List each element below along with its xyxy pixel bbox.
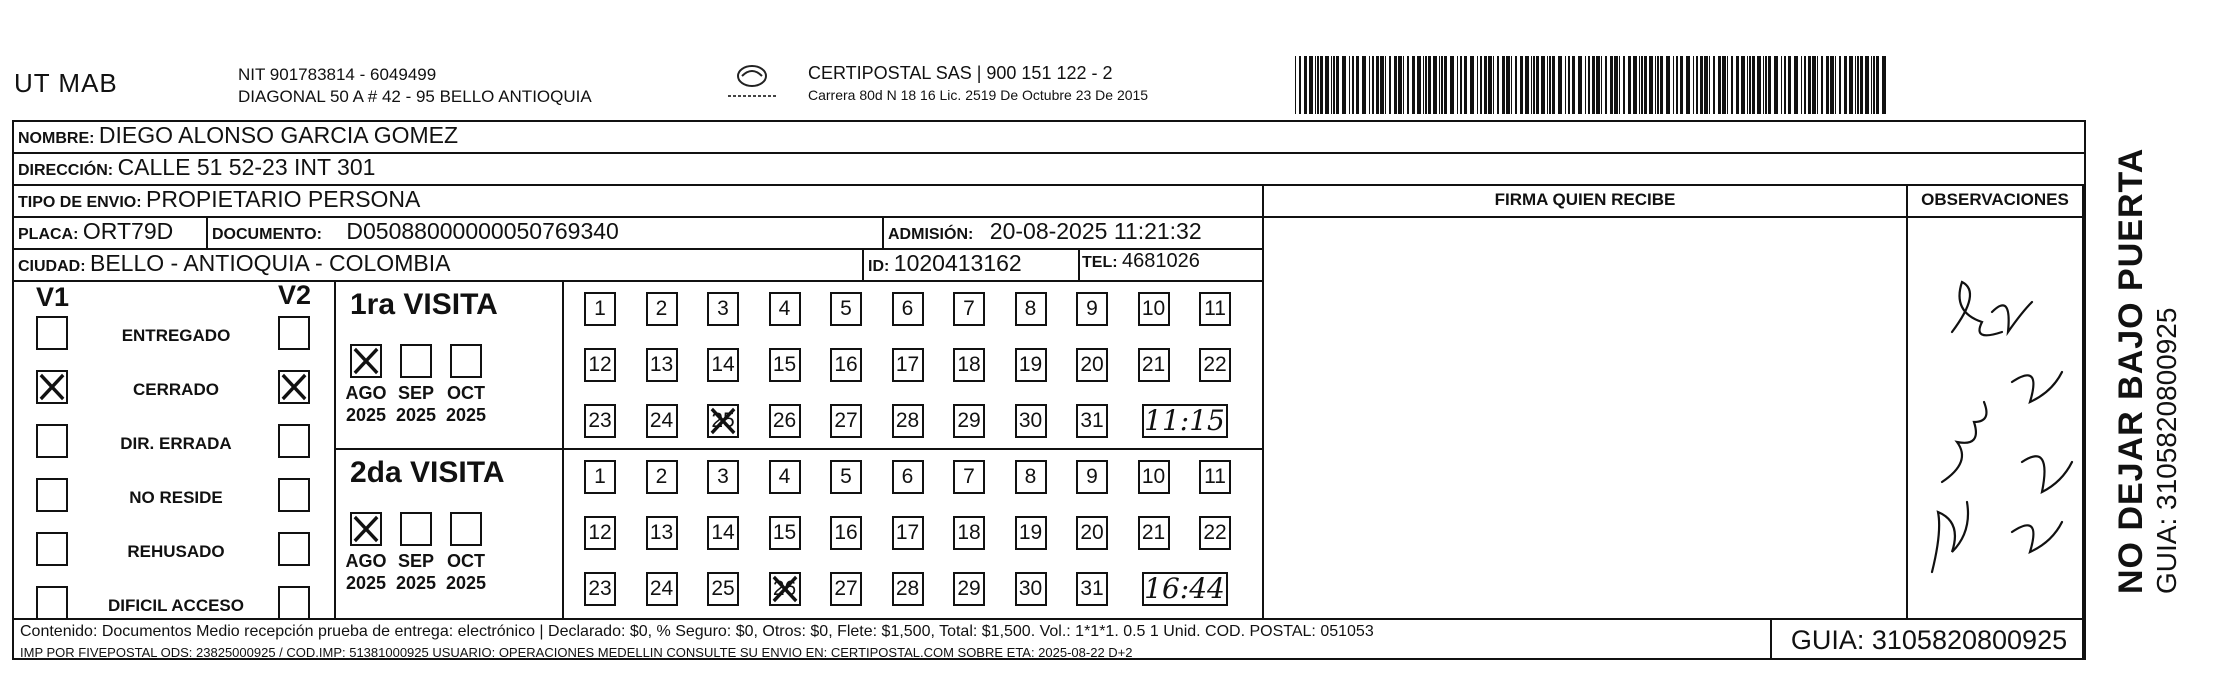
calendar-day: 19 [1015, 516, 1047, 550]
divider [334, 448, 1262, 450]
calendar-day: 2 [646, 460, 678, 494]
tel-field [1082, 250, 1200, 273]
tel-label: TEL: [1082, 254, 1118, 271]
visit-title: 1ra VISITA [350, 288, 498, 321]
status-label: CERRADO [133, 380, 219, 399]
month-name: OCT [447, 383, 485, 403]
calendar-day: 28 [892, 404, 924, 438]
month-checkbox [450, 344, 482, 378]
calendar-day: 11 [1199, 460, 1231, 494]
calendar-day: 10 [1138, 460, 1170, 494]
v1-header: V1 [36, 282, 70, 312]
tipo-row [18, 186, 420, 213]
calendar-day: 9 [1076, 460, 1108, 494]
month-checkbox [400, 512, 432, 546]
footer-imp: IMP POR FIVEPOSTAL ODS: 23825000925 / COD.IMP: 51381000925 USUARIO: OPERACIONES MEDELLIN CONSULTE SU ENVIO EN: CERTIPOSTAL.COM SOBRE ETA: 2025-08-22 D+2 [20, 645, 1133, 660]
placa-value: ORT79D [82, 218, 174, 244]
divider [882, 216, 884, 248]
calendar-day: 22 [1199, 348, 1231, 382]
carrier-name: CERTIPOSTAL SAS | 900 151 122 - 2 [808, 63, 1113, 83]
calendar-day: 4 [769, 460, 801, 494]
month-name: AGO [345, 383, 387, 403]
calendar-day: 19 [1015, 348, 1047, 382]
calendar-day: 27 [830, 404, 862, 438]
status-checkbox-v1 [36, 532, 68, 566]
month-label [340, 382, 392, 426]
calendar-day: 6 [892, 292, 924, 326]
ciudad-value: BELLO - ANTIOQUIA - COLOMBIA [90, 250, 451, 276]
status-checkbox-v1 [36, 424, 68, 458]
divider [206, 216, 208, 248]
documento-label: DOCUMENTO: [212, 226, 322, 243]
ciudad-label: CIUDAD: [18, 258, 86, 275]
admision-field [888, 218, 1202, 245]
v2-header: V2 [278, 280, 312, 310]
calendar-day: 25 [707, 404, 739, 438]
direccion-value: CALLE 51 52-23 INT 301 [117, 154, 376, 180]
calendar-day: 27 [830, 572, 862, 606]
calendar-day: 15 [769, 516, 801, 550]
firma-header: FIRMA QUIEN RECIBE [1494, 190, 1676, 209]
calendar-day: 11 [1199, 292, 1231, 326]
calendar-day: 1 [584, 460, 616, 494]
calendar-day: 7 [953, 292, 985, 326]
calendar-day: 17 [892, 516, 924, 550]
direccion-row [18, 154, 375, 181]
carrier-info [808, 62, 1148, 106]
calendar-day: 21 [1138, 348, 1170, 382]
calendar-day: 24 [646, 404, 678, 438]
side-notice-main: NO DEJAR BAJO PUERTA [2112, 147, 2150, 594]
calendar-day: 14 [707, 348, 739, 382]
status-checkbox-v2 [278, 586, 310, 620]
calendar-day: 24 [646, 572, 678, 606]
calendar-day: 8 [1015, 460, 1047, 494]
calendar-day: 21 [1138, 516, 1170, 550]
divider [2082, 184, 2084, 660]
placa-label: PLACA: [18, 226, 79, 243]
visit-time: 11:15 [1142, 404, 1228, 438]
divider [1262, 184, 1264, 620]
carrier-logo-icon [722, 58, 782, 108]
divider [562, 280, 564, 620]
divider [862, 248, 864, 280]
month-name: SEP [397, 383, 435, 403]
status-label: DIR. ERRADA [120, 434, 232, 453]
calendar-day: 1 [584, 292, 616, 326]
tipo-value: PROPIETARIO PERSONA [146, 186, 421, 212]
calendar-day: 5 [830, 292, 862, 326]
admision-label: ADMISIÓN: [888, 226, 974, 243]
month-label [440, 382, 492, 426]
calendar-day: 28 [892, 572, 924, 606]
documento-value: D05088000000050769340 [346, 218, 619, 244]
calendar-day: 6 [892, 460, 924, 494]
calendar-day: 8 [1015, 292, 1047, 326]
checkmark-x-icon [38, 372, 66, 402]
footer-content: Contenido: Documentos Medio recepción prueba de entrega: electrónico | Declarado: $0, % Seguro: $0, Otros: $0, Flete: $1,500, Total: $1,500. Vol.: 1*1*1. 0.5 1 Unid. COD. POSTAL: 051053 [20, 623, 1374, 640]
calendar-day: 26 [769, 404, 801, 438]
calendar-day: 13 [646, 516, 678, 550]
calendar-day: 5 [830, 460, 862, 494]
tipo-label: TIPO DE ENVIO: [18, 194, 142, 211]
barcode [1295, 56, 1890, 114]
divider [1262, 216, 2084, 218]
nombre-row [18, 122, 458, 149]
calendar-day: 31 [1076, 572, 1108, 606]
company-address: DIAGONAL 50 A # 42 - 95 BELLO ANTIOQUIA [238, 87, 592, 106]
calendar-day: 16 [830, 516, 862, 550]
month-checkbox [400, 344, 432, 378]
id-value: 1020413162 [893, 250, 1022, 276]
admision-value: 20-08-2025 11:21:32 [989, 218, 1202, 244]
side-notice-guia: GUIA: 3105820800925 [2151, 307, 2182, 594]
calendar-day: 29 [953, 572, 985, 606]
status-checkbox-v2 [278, 532, 310, 566]
visit-title: 2da VISITA [350, 456, 505, 489]
month-year: 2025 [445, 405, 487, 425]
status-checkbox-v1 [36, 586, 68, 620]
calendar-day: 20 [1076, 516, 1108, 550]
tel-value: 4681026 [1122, 250, 1200, 272]
month-checkbox [350, 344, 382, 378]
calendar-day: 22 [1199, 516, 1231, 550]
calendar-day: 16 [830, 348, 862, 382]
calendar-day: 14 [707, 516, 739, 550]
checkmark-x-icon [771, 574, 799, 604]
month-year: 2025 [395, 573, 437, 593]
calendar-day: 3 [707, 460, 739, 494]
calendar-day: 3 [707, 292, 739, 326]
month-label [390, 550, 442, 594]
calendar-day: 25 [707, 572, 739, 606]
calendar-day: 31 [1076, 404, 1108, 438]
calendar-day: 12 [584, 348, 616, 382]
month-year: 2025 [395, 405, 437, 425]
company-nit: NIT 901783814 - 6049499 [238, 65, 437, 84]
calendar-day: 20 [1076, 348, 1108, 382]
status-checkbox-v2 [278, 316, 310, 350]
status-checkbox-v1 [36, 478, 68, 512]
calendar-day: 26 [769, 572, 801, 606]
month-checkbox [450, 512, 482, 546]
calendar-day: 30 [1015, 572, 1047, 606]
month-label [340, 550, 392, 594]
month-name: SEP [397, 551, 435, 571]
calendar-day: 23 [584, 404, 616, 438]
checkmark-x-icon [352, 514, 380, 544]
divider [1906, 184, 1908, 620]
calendar-day: 15 [769, 348, 801, 382]
month-year: 2025 [345, 573, 387, 593]
month-name: OCT [447, 551, 485, 571]
observations-handwriting [1912, 272, 2082, 612]
documento-field [212, 218, 619, 245]
checkmark-x-icon [352, 346, 380, 376]
divider [14, 280, 1262, 282]
observaciones-header: OBSERVACIONES [1921, 190, 2069, 209]
calendar-day: 7 [953, 460, 985, 494]
divider [1078, 248, 1080, 280]
calendar-day: 30 [1015, 404, 1047, 438]
status-checkbox-v1 [36, 370, 68, 404]
nombre-label: NOMBRE: [18, 130, 95, 147]
visit-time: 16:44 [1142, 572, 1228, 606]
checkmark-x-icon [709, 406, 737, 436]
status-checkbox-v2 [278, 370, 310, 404]
calendar-day: 13 [646, 348, 678, 382]
placa-field [18, 218, 173, 245]
company-name: UT MAB [14, 68, 118, 98]
checkmark-x-icon [280, 372, 308, 402]
calendar-day: 29 [953, 404, 985, 438]
status-checkbox-v2 [278, 424, 310, 458]
status-checkbox-v1 [36, 316, 68, 350]
footer-guia: GUIA: 3105820800925 [1770, 620, 2086, 660]
month-checkbox [350, 512, 382, 546]
carrier-license: Carrera 80d N 18 16 Lic. 2519 De Octubre 23 De 2015 [808, 87, 1149, 103]
company-info [238, 64, 592, 108]
calendar-day: 23 [584, 572, 616, 606]
month-year: 2025 [345, 405, 387, 425]
status-label: REHUSADO [127, 542, 225, 561]
calendar-day: 4 [769, 292, 801, 326]
calendar-day: 2 [646, 292, 678, 326]
nombre-value: DIEGO ALONSO GARCIA GOMEZ [98, 122, 459, 148]
month-year: 2025 [445, 573, 487, 593]
side-notice [2112, 148, 2183, 594]
status-checkbox-v2 [278, 478, 310, 512]
calendar-day: 18 [953, 516, 985, 550]
id-label: ID: [868, 258, 890, 275]
month-label [390, 382, 442, 426]
divider [334, 280, 336, 620]
month-label [440, 550, 492, 594]
status-label: ENTREGADO [121, 326, 231, 345]
calendar-day: 12 [584, 516, 616, 550]
id-field [868, 250, 1022, 277]
direccion-label: DIRECCIÓN: [18, 162, 114, 179]
status-label: DIFICIL ACCESO [107, 596, 244, 615]
month-name: AGO [345, 551, 387, 571]
calendar-day: 17 [892, 348, 924, 382]
status-label: NO RESIDE [129, 488, 223, 507]
calendar-day: 10 [1138, 292, 1170, 326]
ciudad-field [18, 250, 450, 277]
calendar-day: 18 [953, 348, 985, 382]
calendar-day: 9 [1076, 292, 1108, 326]
